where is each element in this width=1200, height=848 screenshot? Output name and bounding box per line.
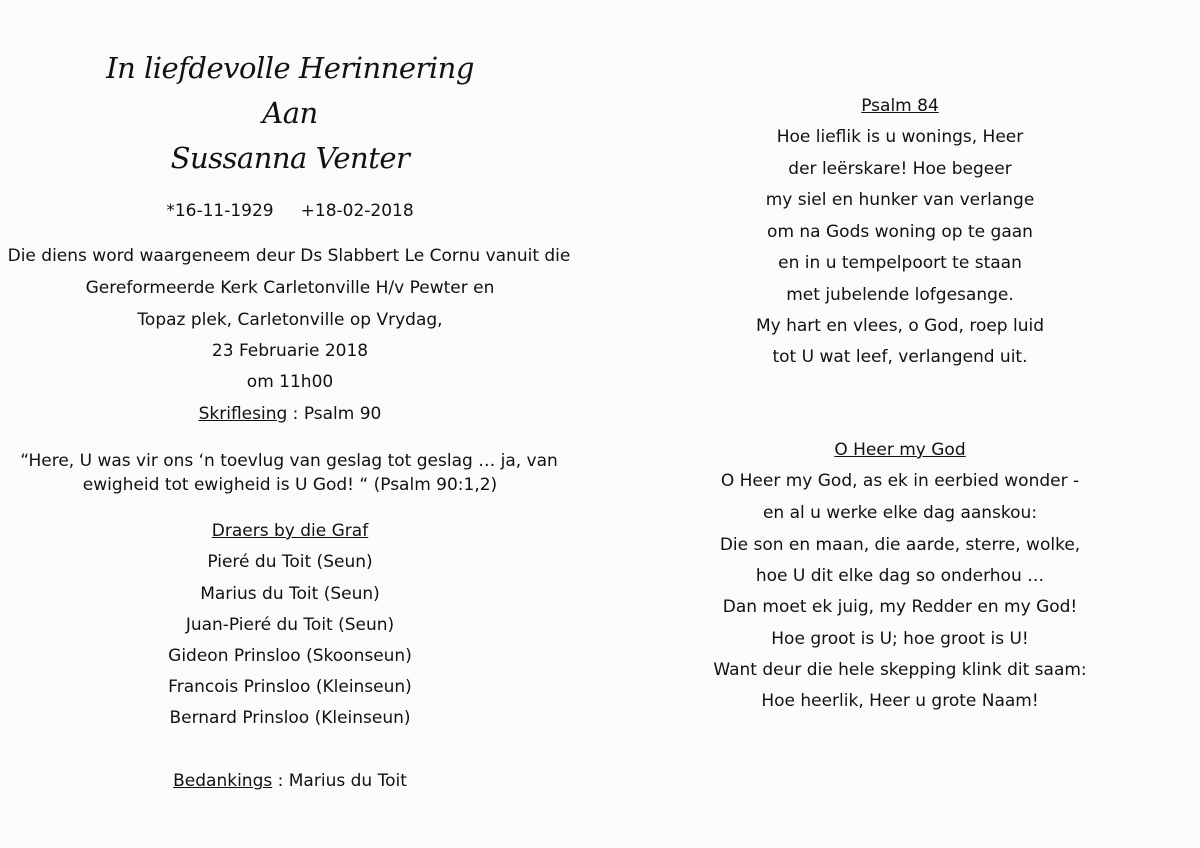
scripture-reading bbox=[0, 402, 580, 426]
bearer-item: Marius du Toit (Seun) bbox=[200, 584, 380, 604]
hymn-line: Dan moet ek juig, my Redder en my God! bbox=[722, 597, 1078, 617]
psalm-line: en in u tempelpoort te staan bbox=[778, 253, 1022, 273]
service-line: Gereformeerde Kerk Carletonville H/v Pewter en bbox=[85, 278, 495, 298]
bearer-item: Pieré du Toit (Seun) bbox=[207, 552, 373, 572]
heading-line-1: In liefdevolle Herinnering bbox=[106, 51, 474, 85]
psalm-line: der leërskare! Hoe begeer bbox=[788, 159, 1012, 179]
deceased-name: Sussanna Venter bbox=[170, 141, 410, 175]
birth-death-dates: *16-11-1929 +18-02-2018 bbox=[166, 201, 414, 221]
bearer-item: Juan-Pieré du Toit (Seun) bbox=[185, 615, 395, 635]
hymn-line: Want deur die hele skepping klink dit saam: bbox=[713, 660, 1087, 680]
service-line: Die diens word waargeneem deur Ds Slabbert Le Cornu vanuit die bbox=[7, 246, 571, 266]
hymn-line: Die son en maan, die aarde, sterre, wolke, bbox=[719, 535, 1081, 555]
service-line: om 11h00 bbox=[246, 372, 334, 392]
hymn-line: Hoe groot is U; hoe groot is U! bbox=[771, 629, 1029, 649]
psalm-line: My hart en vlees, o God, roep luid bbox=[755, 316, 1045, 336]
bearer-item: Gideon Prinsloo (Skoonseun) bbox=[168, 646, 412, 666]
quote-line: ewigheid tot ewigheid is U God! “ (Psalm 90:1,2) bbox=[82, 475, 498, 495]
bearer-item: Bernard Prinsloo (Kleinseun) bbox=[169, 708, 411, 728]
quote-line: “Here, U was vir ons ‘n toevlug van geslag tot geslag … ja, van bbox=[20, 451, 558, 471]
psalm-line: Hoe lieflik is u wonings, Heer bbox=[776, 127, 1024, 147]
scripture-reading-label: Skriflesing bbox=[198, 404, 288, 424]
psalm-line: met jubelende lofgesange. bbox=[786, 285, 1014, 305]
heading-line-2: Aan bbox=[262, 96, 318, 130]
acknowledgements bbox=[0, 769, 580, 793]
service-line: 23 Februarie 2018 bbox=[211, 341, 369, 361]
bearer-item: Francois Prinsloo (Kleinseun) bbox=[168, 677, 412, 697]
hymn-line: O Heer my God, as ek in eerbied wonder - bbox=[720, 471, 1080, 491]
acknowledgements-label: Bedankings bbox=[173, 771, 273, 791]
hymn-title: O Heer my God bbox=[834, 440, 966, 460]
psalm-title: Psalm 84 bbox=[861, 96, 939, 116]
hymn-line: Hoe heerlik, Heer u grote Naam! bbox=[761, 691, 1039, 711]
acknowledgements-value: : Marius du Toit bbox=[272, 771, 407, 791]
psalm-line: my siel en hunker van verlange bbox=[765, 190, 1035, 210]
scripture-reading-value: : Psalm 90 bbox=[287, 404, 382, 424]
hymn-line: en al u werke elke dag aanskou: bbox=[762, 503, 1038, 523]
hymn-line: hoe U dit elke dag so onderhou … bbox=[755, 566, 1045, 586]
psalm-line: om na Gods woning op te gaan bbox=[767, 222, 1033, 242]
service-line: Topaz plek, Carletonville op Vrydag, bbox=[137, 310, 443, 330]
bearers-title: Draers by die Graf bbox=[211, 521, 369, 541]
psalm-line: tot U wat leef, verlangend uit. bbox=[772, 347, 1028, 367]
